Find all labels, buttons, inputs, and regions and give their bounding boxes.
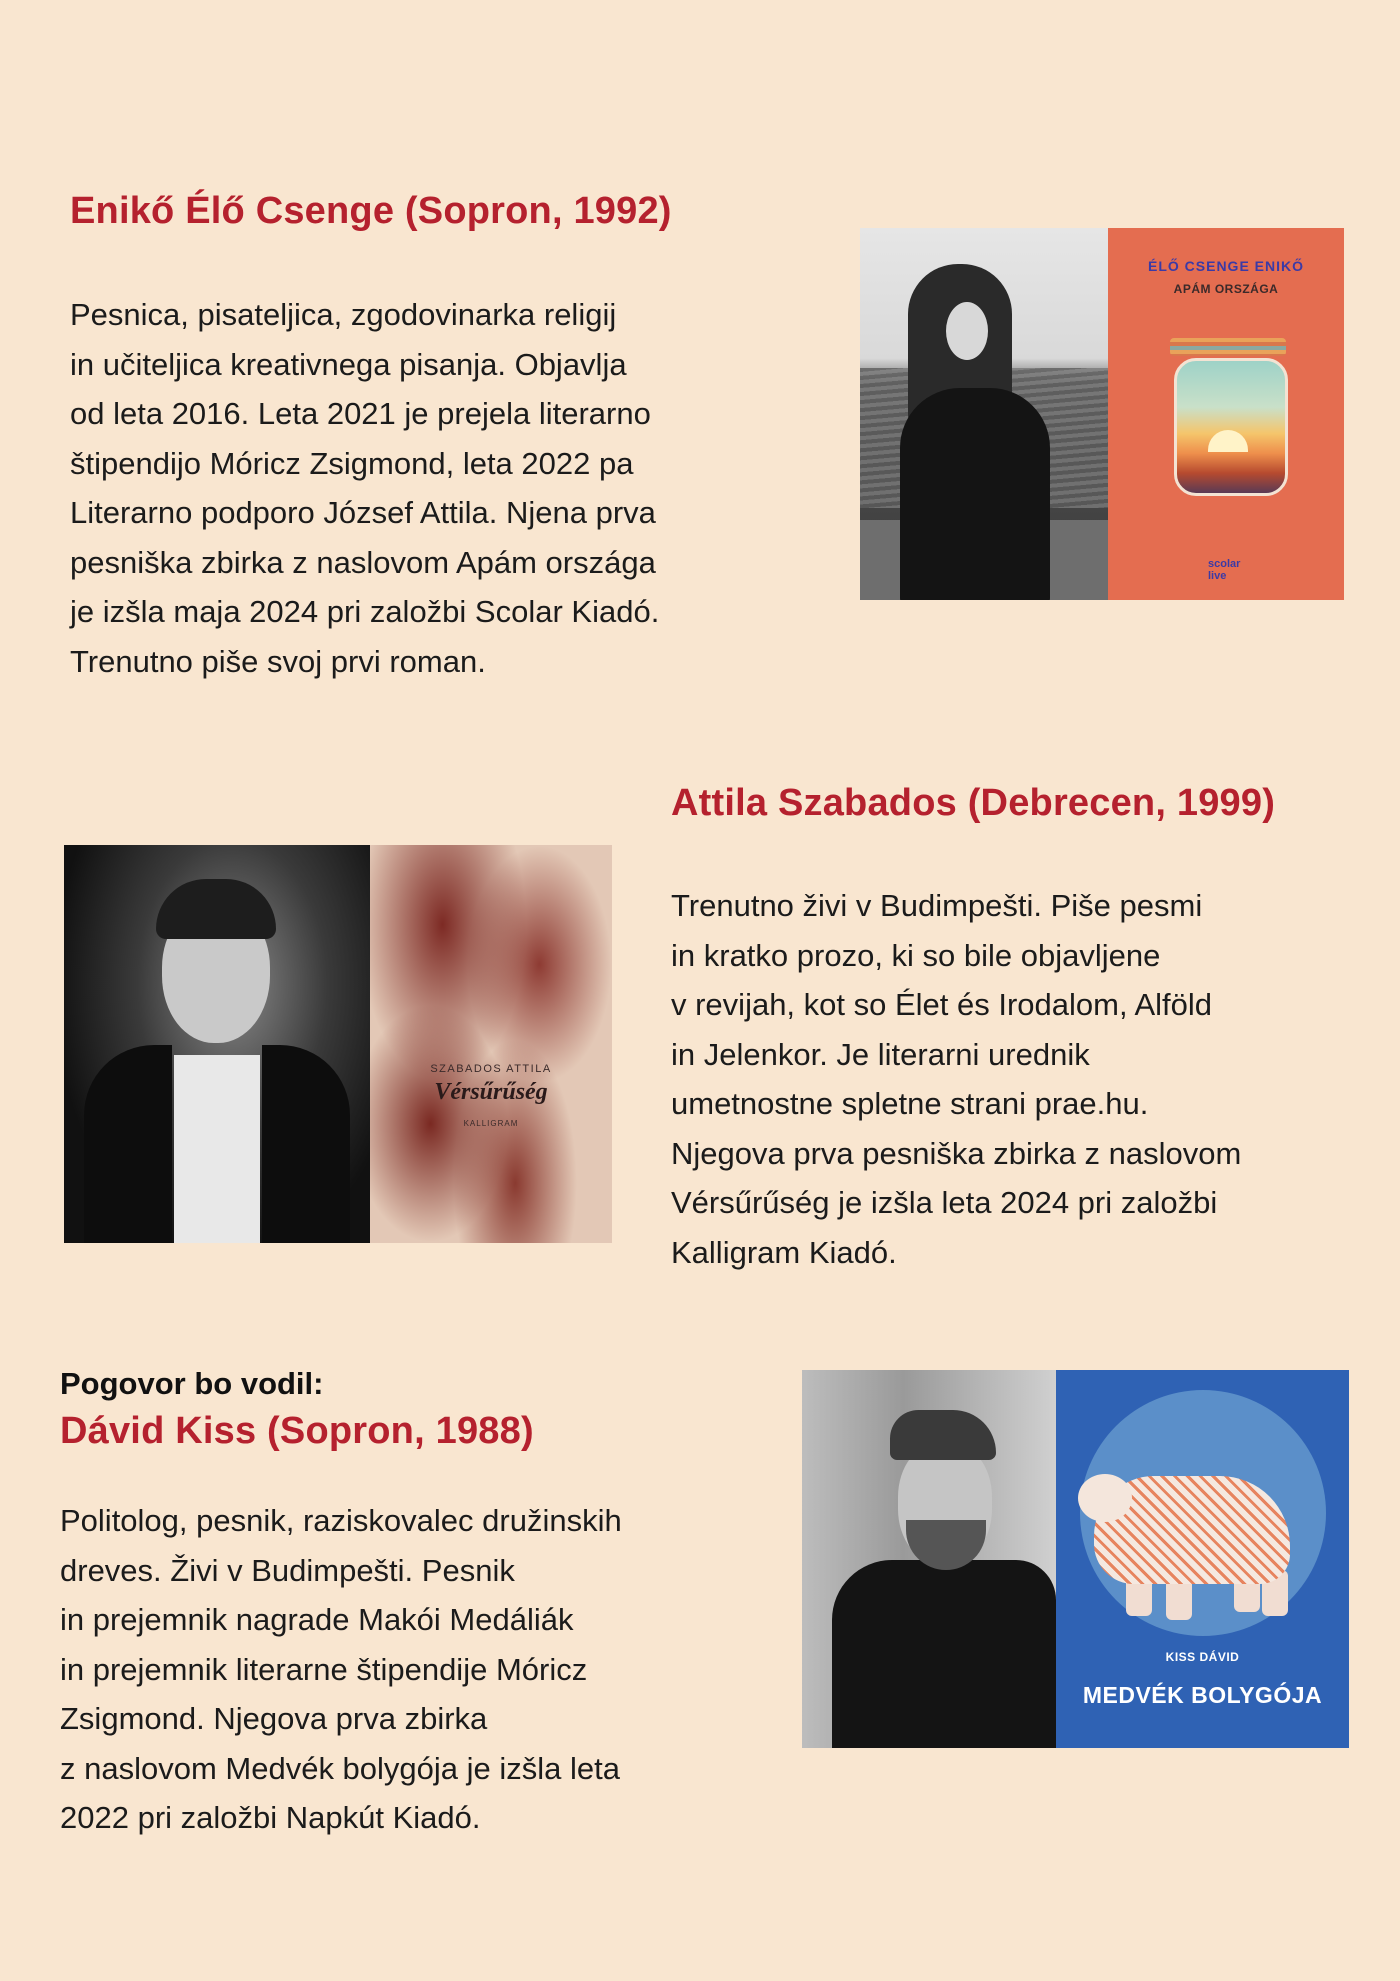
bio-line: Trenutno živi v Budimpešti. Piše pesmi (671, 888, 1203, 923)
cover-author: ÉLŐ CSENGE ENIKŐ (1147, 258, 1305, 274)
bio-line: Literarno podporo József Attila. Njena prva (70, 495, 656, 530)
bio-line: Njegova prva pesniška zbirka z naslovom (671, 1135, 1242, 1171)
bio-line: Trenutno piše svoj prvi roman. (70, 643, 486, 679)
bio-line: dreves. Živi v Budimpešti. Pesnik (60, 1552, 515, 1588)
cover-publisher: KALLIGRAM (463, 1119, 519, 1128)
bio-line: z naslovom Medvék bolygója je izšla leta (60, 1750, 620, 1786)
author-name-attila: Attila Szabados (Debrecen, 1999) (671, 782, 1276, 824)
cover-author: SZABADOS ATTILA (430, 1063, 552, 1075)
jar-illustration (1174, 358, 1288, 496)
bio-line: Zsigmond. Njegova prva zbirka (60, 1701, 488, 1736)
author-photo (860, 228, 1108, 600)
bio-line: in kratko prozo, ki so bile objavljene (671, 937, 1161, 973)
book-cover (1108, 228, 1344, 600)
author-photo (64, 845, 370, 1243)
cover-title: MEDVÉK BOLYGÓJA (1082, 1682, 1323, 1708)
moderator-lead: Pogovor bo vodil: (60, 1366, 324, 1401)
bio-line: Politolog, pesnik, raziskovalec družinskih (60, 1503, 622, 1538)
bio-line: in prejemnik literarne štipendije Móricz (60, 1651, 588, 1687)
bio-line: pesniška zbirka z naslovom Apám országa (70, 544, 656, 580)
author-images-attila (64, 845, 612, 1243)
bio-line: 2022 pri založbi Napkút Kiadó. (60, 1800, 481, 1835)
bio-line: v revijah, kot so Élet és Irodalom, Alföld (671, 987, 1213, 1022)
bio-line: in učiteljica kreativnega pisanja. Objavlja (70, 346, 627, 382)
author-bio-attila (671, 881, 1241, 1277)
author-images-eniko (860, 228, 1344, 600)
bio-line: od leta 2016. Leta 2021 je prejela literarno (70, 396, 651, 431)
cover-title: APÁM ORSZÁGA (1173, 282, 1279, 296)
author-name-eniko: Enikő Élő Csenge (Sopron, 1992) (70, 190, 672, 232)
bio-line: Pesnica, pisateljica, zgodovinarka religij (70, 297, 617, 332)
bio-line: in Jelenkor. Je literarni urednik (671, 1036, 1090, 1072)
author-images-david (802, 1370, 1349, 1748)
book-cover (1056, 1370, 1349, 1748)
bio-line: je izšla maja 2024 pri založbi Scolar Kiadó. (70, 594, 660, 629)
cover-author: KISS DÁVID (1165, 1650, 1240, 1664)
bio-line: Vérsűrűség je izšla leta 2024 pri založbi (671, 1185, 1218, 1220)
author-bio-eniko (70, 290, 659, 686)
book-cover (370, 845, 612, 1243)
cover-publisher: scolar live (1208, 558, 1241, 582)
bio-line: Kalligram Kiadó. (671, 1234, 897, 1270)
author-bio-david (60, 1496, 622, 1843)
author-name-david: Dávid Kiss (Sopron, 1988) (60, 1410, 534, 1452)
bio-line: štipendijo Móricz Zsigmond, leta 2022 pa (70, 445, 634, 481)
bio-line: in prejemnik nagrade Makói Medáliák (60, 1602, 574, 1637)
bio-line: umetnostne spletne strani prae.hu. (671, 1086, 1149, 1121)
author-photo (802, 1370, 1056, 1748)
cover-title: Vérsűrűség (434, 1079, 548, 1105)
